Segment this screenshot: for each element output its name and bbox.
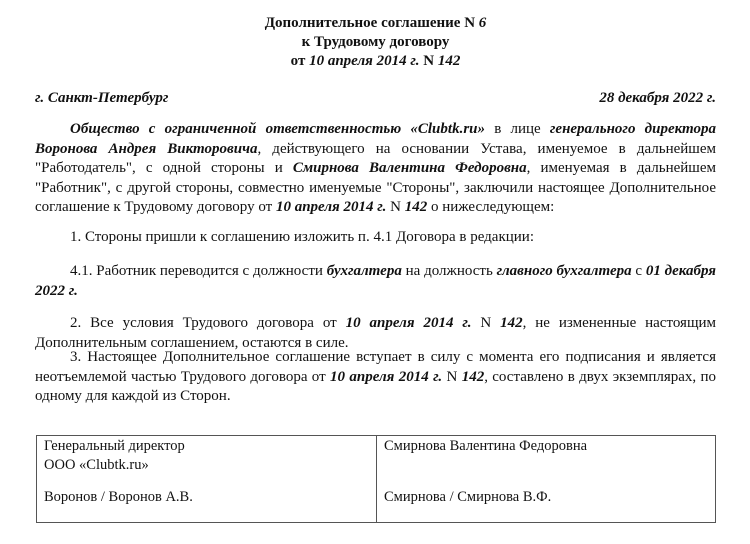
from-position: бухгалтера (326, 263, 402, 279)
contract-number: 142 (500, 315, 523, 331)
contract-date: 10 апреля 2014 г. (309, 53, 420, 69)
employee-signature: Смирнова / Смирнова В.Ф. (384, 489, 552, 505)
title-text: N (419, 53, 438, 69)
text: , составлено в двух экземплярах, по одному для каждой из Сторон. (35, 368, 716, 404)
text: N (386, 199, 405, 215)
title-text: Дополнительное соглашение N (264, 15, 479, 31)
text: N (471, 315, 501, 331)
director-name: генерального директора Воронова Андрея Викторовича (35, 121, 716, 157)
text: , действующего на основании Устава, именуемое в дальнейшем "Работодатель", с одной стороны и (35, 140, 716, 176)
document-title (35, 14, 716, 71)
employee-name: Смирнова Валентина Федоровна (292, 160, 527, 176)
city: г. Санкт-Петербург (35, 90, 169, 106)
contract-number: 142 (404, 199, 428, 215)
clause-1: 1. Стороны пришли к соглашению изложить п. 4.1 Договора в редакции: (70, 229, 534, 245)
signature-table (36, 435, 716, 523)
title-line-3 (35, 52, 716, 71)
text: на должность (401, 263, 497, 279)
text: 4.1. Работник переводится с должности (70, 263, 327, 279)
title-line-2: к Трудовому договору (301, 34, 450, 50)
employer-position: Генеральный директор (44, 438, 185, 454)
title-text: от (290, 53, 310, 69)
text: о нижеследующем: (427, 199, 555, 215)
contract-date: 10 апреля 2014 г. (345, 315, 472, 331)
text: , именуемая в дальнейшем "Работник", с другой стороны, совместно именуемые "Стороны", заключили настоящее Дополнительное соглашение к Трудовому договору от (35, 160, 716, 215)
employer-signature-cell (37, 436, 377, 522)
title-line-1 (35, 14, 716, 33)
effective-date: 01 декабря 2022 г. (35, 263, 716, 299)
employee-name: Смирнова Валентина Федоровна (384, 438, 588, 454)
contract-number: 142 (461, 368, 485, 385)
employer-company: ООО «Clubtk.ru» (44, 457, 149, 473)
contract-number: 142 (437, 53, 461, 69)
text: 3. Настоящее Дополнительное соглашение вступает в силу с момента его подписания и является неотъемлемой частью Трудового договора от (35, 349, 716, 385)
company-name: Общество с ограниченной ответственностью «Clubtk.ru» (70, 121, 485, 137)
agreement-number: 6 (478, 15, 487, 31)
intro-paragraph (35, 120, 716, 218)
contract-date: 10 апреля 2014 г. (275, 199, 387, 215)
text: N (442, 368, 462, 385)
clause-4-1 (35, 262, 716, 301)
clause-3 (35, 348, 716, 407)
text: , не измененные настоящим Дополнительным соглашением, остаются в силе. (35, 315, 717, 351)
employee-signature-cell (377, 436, 715, 522)
document-date: 28 декабря 2022 г. (599, 90, 716, 106)
text: в лице (485, 121, 550, 137)
contract-date: 10 апреля 2014 г. (330, 368, 443, 385)
to-position: главного бухгалтера (496, 263, 632, 279)
text: с (631, 263, 646, 279)
text: 2. Все условия Трудового договора от (70, 315, 346, 331)
employer-signature: Воронов / Воронов А.В. (44, 489, 193, 505)
